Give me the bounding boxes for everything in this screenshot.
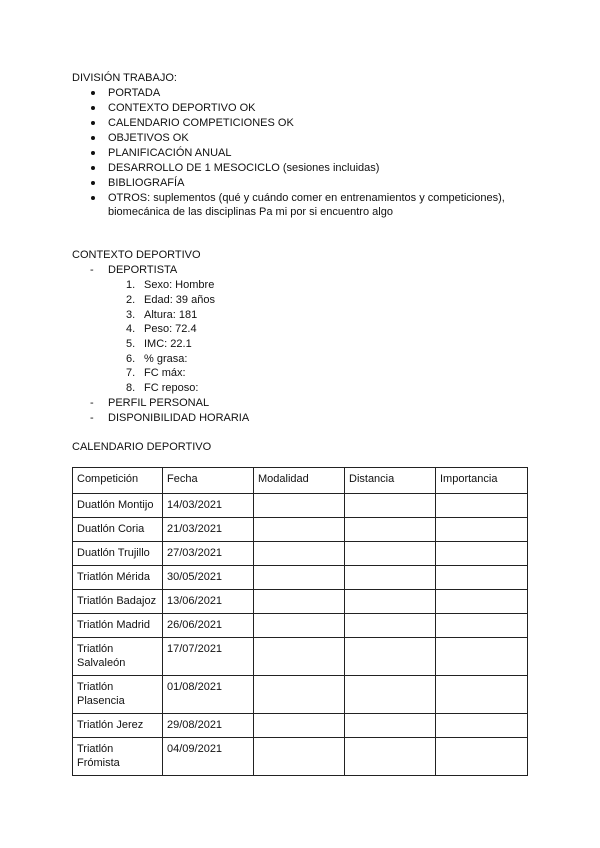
cell-importancia: [436, 566, 528, 590]
list-number: 5.: [126, 338, 136, 350]
cell-modalidad: [254, 638, 345, 676]
list-item: PLANIFICACIÓN ANUAL: [108, 147, 232, 159]
perfil-label: PERFIL PERSONAL: [108, 397, 210, 409]
cell-competicion: Triatlón Frómista: [73, 738, 163, 776]
cell-importancia: [436, 494, 528, 518]
attribute-sexo: Sexo: Hombre: [144, 279, 215, 291]
list-number: 6.: [126, 353, 136, 365]
cell-importancia: [436, 590, 528, 614]
deportista-label: DEPORTISTA: [108, 264, 178, 276]
list-item-continuation: biomecánica de las disciplinas Pa mi por si encuentro algo: [108, 206, 393, 218]
cell-importancia: [436, 638, 528, 676]
cell-importancia: [436, 542, 528, 566]
header-modalidad: Modalidad: [254, 468, 345, 494]
dash-marker: -: [90, 397, 94, 409]
cell-distancia: [345, 714, 436, 738]
calendario-title: CALENDARIO DEPORTIVO: [72, 441, 212, 453]
list-number: 4.: [126, 323, 136, 335]
cell-fecha: 26/06/2021: [163, 614, 254, 638]
list-number: 3.: [126, 309, 136, 321]
list-item: OBJETIVOS OK: [108, 132, 189, 144]
cell-modalidad: [254, 738, 345, 776]
header-competicion: Competición: [73, 468, 163, 494]
list-number: 1.: [126, 279, 136, 291]
cell-distancia: [345, 566, 436, 590]
cell-distancia: [345, 590, 436, 614]
list-item: PORTADA: [108, 87, 161, 99]
attribute-imc: IMC: 22.1: [144, 338, 192, 350]
cell-fecha: 14/03/2021: [163, 494, 254, 518]
cell-competicion: Triatlón Mérida: [73, 566, 163, 590]
cell-importancia: [436, 714, 528, 738]
bullet-icon: [91, 166, 95, 170]
list-item: OTROS: suplementos (qué y cuándo comer en entrenamientos y competiciones),: [108, 192, 505, 204]
cell-distancia: [345, 638, 436, 676]
list-item: DESARROLLO DE 1 MESOCICLO (sesiones incluidas): [108, 162, 380, 174]
cell-competicion: Triatlón Madrid: [73, 614, 163, 638]
cell-distancia: [345, 614, 436, 638]
table-row: [73, 714, 528, 738]
cell-competicion: Triatlón Jerez: [73, 714, 163, 738]
cell-distancia: [345, 676, 436, 714]
cell-fecha: 13/06/2021: [163, 590, 254, 614]
attribute-altura: Altura: 181: [144, 309, 198, 321]
list-number: 7.: [126, 367, 136, 379]
dash-marker: -: [90, 264, 94, 276]
cell-fecha: 27/03/2021: [163, 542, 254, 566]
header-fecha: Fecha: [163, 468, 254, 494]
cell-importancia: [436, 614, 528, 638]
list-number: 8.: [126, 382, 136, 394]
list-item: CALENDARIO COMPETICIONES OK: [108, 117, 294, 129]
attribute-grasa: % grasa:: [144, 353, 188, 365]
list-number: 2.: [126, 294, 136, 306]
cell-modalidad: [254, 518, 345, 542]
bullet-icon: [91, 196, 95, 200]
cell-modalidad: [254, 542, 345, 566]
cell-modalidad: [254, 614, 345, 638]
cell-distancia: [345, 542, 436, 566]
cell-fecha: 21/03/2021: [163, 518, 254, 542]
header-distancia: Distancia: [345, 468, 436, 494]
cell-distancia: [345, 738, 436, 776]
attribute-peso: Peso: 72.4: [144, 323, 197, 335]
bullet-icon: [91, 91, 95, 95]
cell-fecha: 30/05/2021: [163, 566, 254, 590]
table-row: [73, 614, 528, 638]
cell-fecha: 17/07/2021: [163, 638, 254, 676]
contexto-title: CONTEXTO DEPORTIVO: [72, 249, 201, 261]
attribute-fc-max: FC máx:: [144, 367, 186, 379]
cell-distancia: [345, 518, 436, 542]
calendario-table: [72, 467, 528, 776]
table-header-row: [73, 468, 528, 494]
division-title: DIVISIÓN TRABAJO:: [72, 72, 177, 84]
cell-fecha: 29/08/2021: [163, 714, 254, 738]
cell-competicion: Triatlón Badajoz: [73, 590, 163, 614]
dash-marker: -: [90, 412, 94, 424]
cell-competicion: Triatlón Salvaleón: [73, 638, 163, 676]
bullet-icon: [91, 121, 95, 125]
table-row: [73, 494, 528, 518]
cell-distancia: [345, 494, 436, 518]
table-row: [73, 590, 528, 614]
cell-competicion: Duatlón Coria: [73, 518, 163, 542]
cell-importancia: [436, 738, 528, 776]
table-row: [73, 738, 528, 776]
table-row: [73, 676, 528, 714]
bullet-icon: [91, 106, 95, 110]
attribute-edad: Edad: 39 años: [144, 294, 215, 306]
cell-modalidad: [254, 566, 345, 590]
cell-fecha: 04/09/2021: [163, 738, 254, 776]
header-importancia: Importancia: [436, 468, 528, 494]
table-row: [73, 566, 528, 590]
cell-fecha: 01/08/2021: [163, 676, 254, 714]
bullet-icon: [91, 136, 95, 140]
cell-competicion: Duatlón Trujillo: [73, 542, 163, 566]
bullet-icon: [91, 151, 95, 155]
cell-importancia: [436, 676, 528, 714]
attribute-fc-reposo: FC reposo:: [144, 382, 199, 394]
list-item: CONTEXTO DEPORTIVO OK: [108, 102, 256, 114]
list-item: BIBLIOGRAFÍA: [108, 177, 185, 189]
bullet-icon: [91, 181, 95, 185]
cell-competicion: Duatlón Montijo: [73, 494, 163, 518]
cell-modalidad: [254, 714, 345, 738]
table-row: [73, 518, 528, 542]
table-row: [73, 638, 528, 676]
cell-modalidad: [254, 590, 345, 614]
cell-competicion: Triatlón Plasencia: [73, 676, 163, 714]
cell-modalidad: [254, 494, 345, 518]
disponibilidad-label: DISPONIBILIDAD HORARIA: [108, 412, 250, 424]
cell-importancia: [436, 518, 528, 542]
table-row: [73, 542, 528, 566]
cell-modalidad: [254, 676, 345, 714]
